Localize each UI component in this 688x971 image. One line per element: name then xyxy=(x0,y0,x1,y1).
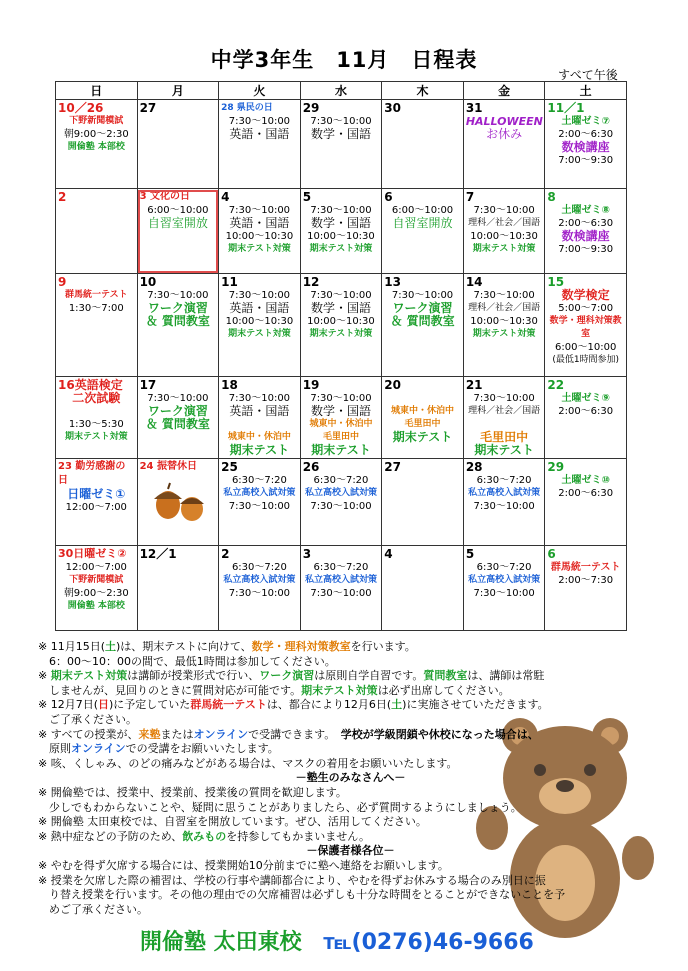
note-line: 6：00～10：00の間で、最低1時間は参加してください。 xyxy=(38,654,336,668)
day-cell: 4 xyxy=(382,546,464,631)
day-cell: 5 7:30～10:00 数学・国語 10:00～10:30 期末テスト対策 xyxy=(300,189,382,274)
note-line: 少しでもわからないことや、疑問に思うことがありましたら、必ず質問するようにしましょう。 xyxy=(38,800,522,814)
day-cell: 27 xyxy=(137,100,219,189)
note-line: 原則オンラインでの受講をお願いいたします。 xyxy=(38,742,279,756)
day-cell: 6 群馬統一テスト 2:00～7:30 xyxy=(545,546,627,631)
day-cell: 27 xyxy=(382,459,464,546)
note-line: しませんが、見回りのときに質問対応が可能です。期末テスト対策は必ず出席してください。 xyxy=(38,683,510,697)
note-line: ※ 11月15日(土)は、期末テストに向けて、数学・理科対策教室を行います。 xyxy=(38,640,416,653)
note-line: ※ 12月7日(日)に予定していた群馬統一テストは、都合により12月6日(土)に実施させていただきます。 xyxy=(38,698,549,712)
week-row xyxy=(56,274,627,377)
day-cell: 5 6:30～7:20 私立高校入試対策 7:30～10:00 xyxy=(463,546,545,631)
note-line: ご了承ください。 xyxy=(38,712,137,726)
day-cell: 23 勤労感謝の日 日曜ゼミ① 12:00～7:00 xyxy=(56,459,138,546)
day-cell: 28 6:30～7:20 私立高校入試対策 7:30～10:00 xyxy=(463,459,545,546)
day-cell: 11／1 土曜ゼミ⑦ 2:00～6:30 数検講座 7:00～9:30 xyxy=(545,100,627,189)
day-cell: 4 7:30～10:00 英語・国語 10:00～10:30 期末テスト対策 xyxy=(219,189,301,274)
day-cell: 12／1 xyxy=(137,546,219,631)
day-cell: 30日曜ゼミ② 12:00～7:00 下野新聞模試 朝9:00～2:30 開倫塾 本部校 xyxy=(56,546,138,631)
day-cell: 31 HALLOWEEN お休み xyxy=(463,100,545,189)
day-cell: 13 7:30～10:00 ワーク演習 ＆ 質問教室 xyxy=(382,274,464,377)
day-cell: 12 7:30～10:00 数学・国語 10:00～10:30 期末テスト対策 xyxy=(300,274,382,377)
day-cell: 22 土曜ゼミ⑨ 2:00～6:30 xyxy=(545,377,627,459)
notes-section xyxy=(38,640,663,917)
weekday-thu: 木 xyxy=(382,82,464,100)
week-row xyxy=(56,459,627,546)
day-cell: 9 群馬統一テスト 1:30～7:00 xyxy=(56,274,138,377)
day-cell: 28 県民の日 7:30～10:00 英語・国語 xyxy=(219,100,301,189)
day-cell: 2 xyxy=(56,189,138,274)
note-line: ※ 期末テスト対策は講師が授業形式で行い、ワーク演習は原則自学自習です。質問教室は、講師は常駐 xyxy=(38,669,545,683)
day-cell: 24 振替休日 xyxy=(137,459,219,546)
note-heading-parents: －保護者様各位－ xyxy=(306,844,395,858)
day-cell: 14 7:30～10:00 理科／社会／国語 10:00～10:30 期末テスト対策 xyxy=(463,274,545,377)
day-cell: 29 7:30～10:00 数学・国語 xyxy=(300,100,382,189)
note-line: ※ すべての授業が、来塾またはオンラインで受講できます。 学校が学級閉鎖や休校になった場合は、 xyxy=(38,727,539,741)
acorn-icon xyxy=(146,477,212,523)
weekday-header-row xyxy=(56,82,627,100)
day-cell: 19 7:30～10:00 数学・国語 城東中・休泊中 毛里田中 期末テスト xyxy=(300,377,382,459)
day-cell: 3 文化の日 6:00～10:00 自習室開放 xyxy=(137,189,219,274)
note-line: り替え授業を行います。その他の理由での欠席補習は必ずしも十分な時間をとることができないことを予 xyxy=(38,888,566,902)
all-pm-note: すべて午後 xyxy=(558,68,618,82)
day-cell: 21 7:30～10:00 理科／社会／国語 毛里田中 期末テスト xyxy=(463,377,545,459)
day-cell: 10／26 下野新聞模試 朝9:00～2:30 開倫塾 本部校 xyxy=(56,100,138,189)
footer xyxy=(140,925,534,956)
day-cell: 26 6:30～7:20 私立高校入試対策 7:30～10:00 xyxy=(300,459,382,546)
day-cell: 2 6:30～7:20 私立高校入試対策 7:30～10:00 xyxy=(219,546,301,631)
day-cell: 11 7:30～10:00 英語・国語 10:00～10:30 期末テスト対策 xyxy=(219,274,301,377)
week-row xyxy=(56,377,627,459)
day-cell: 30 xyxy=(382,100,464,189)
day-cell: 15 数学検定 5:00～7:00 数学・理科対策教室 6:00～10:00 (最低1時間参加) xyxy=(545,274,627,377)
day-cell: 7 7:30～10:00 理科／社会／国語 10:00～10:30 期末テスト対策 xyxy=(463,189,545,274)
day-cell: 16英語検定 二次試験 1:30～5:30 期末テスト対策 xyxy=(56,377,138,459)
day-cell: 18 7:30～10:00 英語・国語 城東中・休泊中 期末テスト xyxy=(219,377,301,459)
note-line: ※ 熱中症などの予防のため、飲みものを持参してもかまいません。 xyxy=(38,829,370,843)
note-line: ※ 授業を欠席した際の補習は、学校の行事や講師都合により、やむを得ずお休みする場合のみ別日に振 xyxy=(38,873,546,887)
school-phone: ℡(0276)46-9666 xyxy=(323,930,534,955)
day-cell: 17 7:30～10:00 ワーク演習 ＆ 質問教室 xyxy=(137,377,219,459)
week-row xyxy=(56,189,627,274)
day-cell: 3 6:30～7:20 私立高校入試対策 7:30～10:00 xyxy=(300,546,382,631)
page-title: 中学3年生 11月 日程表 xyxy=(210,48,478,72)
week-row xyxy=(56,100,627,189)
day-cell: 25 6:30～7:20 私立高校入試対策 7:30～10:00 xyxy=(219,459,301,546)
weekday-sat: 土 xyxy=(545,82,627,100)
note-line: めご了承ください。 xyxy=(38,902,148,916)
note-line: ※ 咳、くしゃみ、のどの痛みなどがある場合は、マスクの着用をお願いいたします。 xyxy=(38,756,458,770)
note-line: ※ やむを得ず欠席する場合には、授業開始10分前までに塾へ連絡をお願いします。 xyxy=(38,858,449,872)
calendar-table xyxy=(55,81,627,631)
note-line: ※ 開倫塾 太田東校では、自習室を開放しています。ぜひ、活用してください。 xyxy=(38,815,427,829)
day-cell: 10 7:30～10:00 ワーク演習 ＆ 質問教室 xyxy=(137,274,219,377)
week-row xyxy=(56,546,627,631)
weekday-wed: 水 xyxy=(300,82,382,100)
day-cell: 8 土曜ゼミ⑧ 2:00～6:30 数検講座 7:00～9:30 xyxy=(545,189,627,274)
day-cell: 6 6:00～10:00 自習室開放 xyxy=(382,189,464,274)
weekday-fri: 金 xyxy=(463,82,545,100)
day-cell: 20 城東中・休泊中 毛里田中 期末テスト xyxy=(382,377,464,459)
weekday-mon: 月 xyxy=(137,82,219,100)
weekday-tue: 火 xyxy=(219,82,301,100)
note-line: ※ 開倫塾では、授業中、授業前、授業後の質問を歓迎します。 xyxy=(38,785,347,799)
day-cell: 29 土曜ゼミ⑩ 2:00～6:30 xyxy=(545,459,627,546)
school-name: 開倫塾 太田東校 xyxy=(140,930,302,955)
halloween-logo: HALLOWEEN xyxy=(465,115,543,128)
note-heading-students: －塾生のみなさんへ－ xyxy=(295,771,406,785)
weekday-sun: 日 xyxy=(56,82,138,100)
